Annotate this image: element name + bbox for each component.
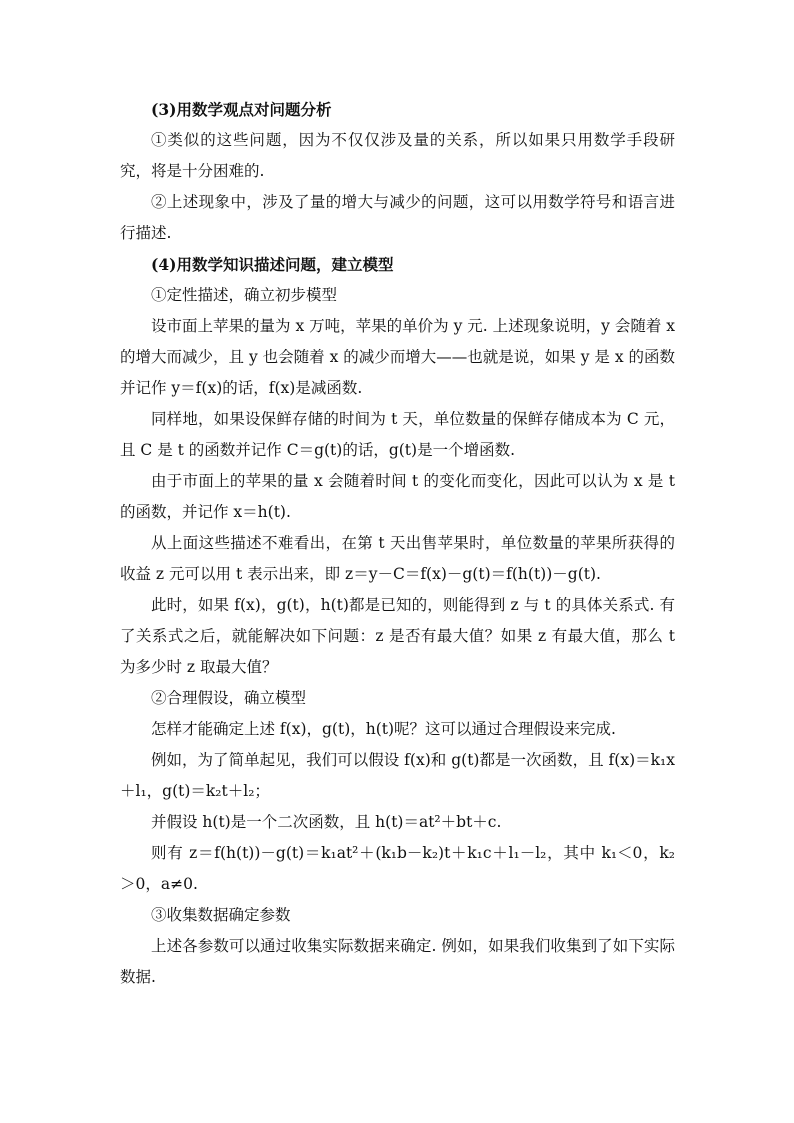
subheading: ③收集数据确定参数 <box>151 906 291 924</box>
paragraph: 同样地，如果设保鲜存储的时间为 t 天，单位数量的保鲜存储成本为 C 元，且 C 是 t 的函数并记作 C＝g(t)的话，g(t)是一个增函数. <box>120 410 675 459</box>
subheading: ①定性描述，确立初步模型 <box>151 286 338 304</box>
document-body <box>120 94 675 993</box>
paragraph: ②上述现象中，涉及了量的增大与减少的问题，这可以用数学符号和语言进行描述. <box>120 193 675 242</box>
paragraph: 上述各参数可以通过收集实际数据来确定. 例如，如果我们收集到了如下实际数据. <box>120 937 675 986</box>
paragraph: ①类似的这些问题，因为不仅仅涉及量的关系，所以如果只用数学手段研究，将是十分困难的. <box>120 131 675 180</box>
paragraph: 并假设 h(t)是一个二次函数，且 h(t)＝at²＋bt＋c. <box>151 813 502 831</box>
paragraph: 设市面上苹果的量为 x 万吨，苹果的单价为 y 元. 上述现象说明，y 会随着 x 的增大而减少，且 y 也会随着 x 的减少而增大——也就是说，如果 y 是 x 的函数并记作 y＝f(x)的话，f(x)是减函数. <box>120 317 675 397</box>
section-heading: (4)用数学知识描述问题，建立模型 <box>151 255 394 274</box>
paragraph: 怎样才能确定上述 f(x)，g(t)，h(t)呢？这可以通过合理假设来完成. <box>151 720 616 738</box>
subheading: ②合理假设，确立模型 <box>151 689 307 707</box>
formula-paragraph: 则有 z＝f(h(t))－g(t)＝k₁at²＋(k₁b－k₂)t＋k₁c＋l₁－l₂，其中 k₁＜0，k₂＞0，a≠0. <box>120 844 675 893</box>
paragraph: 由于市面上的苹果的量 x 会随着时间 t 的变化而变化，因此可以认为 x 是 t 的函数，并记作 x＝h(t). <box>120 472 675 521</box>
paragraph: 此时，如果 f(x)，g(t)，h(t)都是已知的，则能得到 z 与 t 的具体关系式. 有了关系式之后，就能解决如下问题：z 是否有最大值？如果 z 有最大值，那么 t 为多少时 z 取最大值？ <box>120 596 675 676</box>
paragraph: 从上面这些描述不难看出，在第 t 天出售苹果时，单位数量的苹果所获得的收益 z 元可以用 t 表示出来，即 z＝y－C＝f(x)－g(t)＝f(h(t))－g(t). <box>120 534 675 583</box>
paragraph: 例如，为了简单起见，我们可以假设 f(x)和 g(t)都是一次函数，且 f(x)＝k₁x＋l₁，g(t)＝k₂t＋l₂； <box>120 751 675 800</box>
section-heading: (3)用数学观点对问题分析 <box>151 100 332 119</box>
